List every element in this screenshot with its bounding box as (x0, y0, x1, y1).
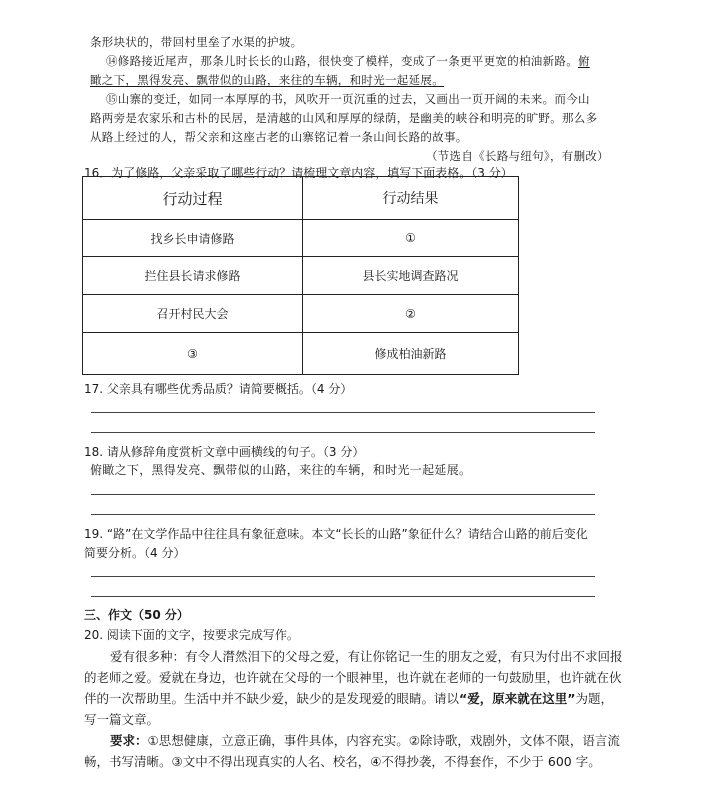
question-19-line1: 19. “路”在文学作品中往往具有象征意味。本文“长长的山路”象征什么？请结合山路的前后变化 (84, 527, 588, 541)
table-cell-process: 召开村民大会 (83, 295, 303, 333)
section-title: 三、作文（50 分） (84, 608, 189, 622)
header-result: 行动结果 (303, 177, 519, 220)
table-cell-result: 县长实地调查路况 (303, 257, 519, 295)
underlined-sentence-start: 俯 (578, 54, 590, 68)
answer-line (91, 494, 595, 495)
question-20: 20. 阅读下面的文字，按要求完成写作。 (84, 628, 299, 642)
table-cell-result: ② (303, 295, 519, 333)
prompt-paragraph: 爱有很多种：有令人潸然泪下的父母之爱，有让你铭记一生的朋友之爱，有只为付出不求回报 (110, 649, 623, 664)
prompt-paragraph: 写一篇文章。 (84, 712, 160, 727)
underlined-sentence: 瞰之下，黑得发亮、飘带似的山路，来往的车辆，和时光一起延展。 (90, 73, 444, 87)
answer-line (91, 432, 595, 433)
question-17: 17. 父亲具有哪些优秀品质？请简要概括。（4 分） (84, 382, 353, 396)
requirements-label: 要求： (110, 733, 148, 748)
requirements-line: 畅，书写清晰。③文中不得出现真实的人名、校名，④不得抄袭，不得套作，不少于 600 字。 (84, 754, 601, 769)
passage-line: 路两旁是农家乐和古朴的民居，是清越的山风和厚厚的绿荫，是幽美的峡谷和明亮的旷野。那么多 (90, 111, 598, 125)
header-process: 行动过程 (83, 177, 303, 220)
answer-line (91, 514, 595, 515)
prompt-paragraph (84, 689, 613, 707)
answer-line (91, 596, 595, 597)
prompt-text: 为题， (575, 691, 613, 706)
passage-line: 从路上经过的人，帮父亲和这座古老的山寨铭记着一条山间长路的故事。 (90, 130, 468, 144)
quoted-sentence: 俯瞰之下，黑得发亮、飘带似的山路，来往的车辆，和时光一起延展。 (90, 463, 472, 477)
source-note: （节选自《长路与纽句》，有删改） (425, 149, 609, 163)
question-19-line2: 简要分析。（4 分） (84, 546, 186, 560)
passage-paragraph-15: ⑮山寨的变迁，如同一本厚厚的书，风吹开一页沉重的过去，又画出一页开阔的未来。而今山 (106, 92, 590, 106)
prompt-paragraph: 的老师之爱。爱就在身边，也许就在父母的一个眼神里，也许就在老师的一句鼓励里，也许就在伙 (84, 670, 622, 685)
passage-paragraph-14 (106, 53, 590, 69)
answer-line (91, 576, 595, 577)
action-table (82, 176, 519, 375)
table-cell-result: 修成柏油新路 (303, 333, 519, 375)
prompt-text: 伴的一次帮助里。生活中并不缺少爱，缺少的是发现爱的眼睛。请以 (84, 691, 460, 706)
paragraph-14-text: ⑭修路接近尾声，那条儿时长长的山路，很快变了模样，变成了一条更平更宽的柏油新路。 (106, 54, 578, 68)
question-16: 16．为了修路，父亲采取了哪些行动？请梳理文章内容，填写下面表格。（3 分） (84, 166, 513, 180)
essay-title: “爱，原来就在这里” (459, 691, 576, 706)
requirements-line (110, 731, 620, 749)
table-cell-process: 拦住县长请求修路 (83, 257, 303, 295)
table-cell-process: ③ (83, 333, 303, 375)
answer-line (91, 412, 595, 413)
question-18: 18. 请从修辞角度赏析文章中画横线的句子。（3 分） (84, 445, 365, 459)
table-cell-result: ① (303, 220, 519, 257)
table-cell-process: 找乡长申请修路 (83, 220, 303, 257)
requirements-text: ①思想健康，立意正确，事件具体，内容充实。②除诗歌，戏剧外，文体不限，语言流 (147, 733, 620, 748)
passage-line: 条形块状的，带回村里垒了水渠的护坡。 (90, 35, 303, 49)
